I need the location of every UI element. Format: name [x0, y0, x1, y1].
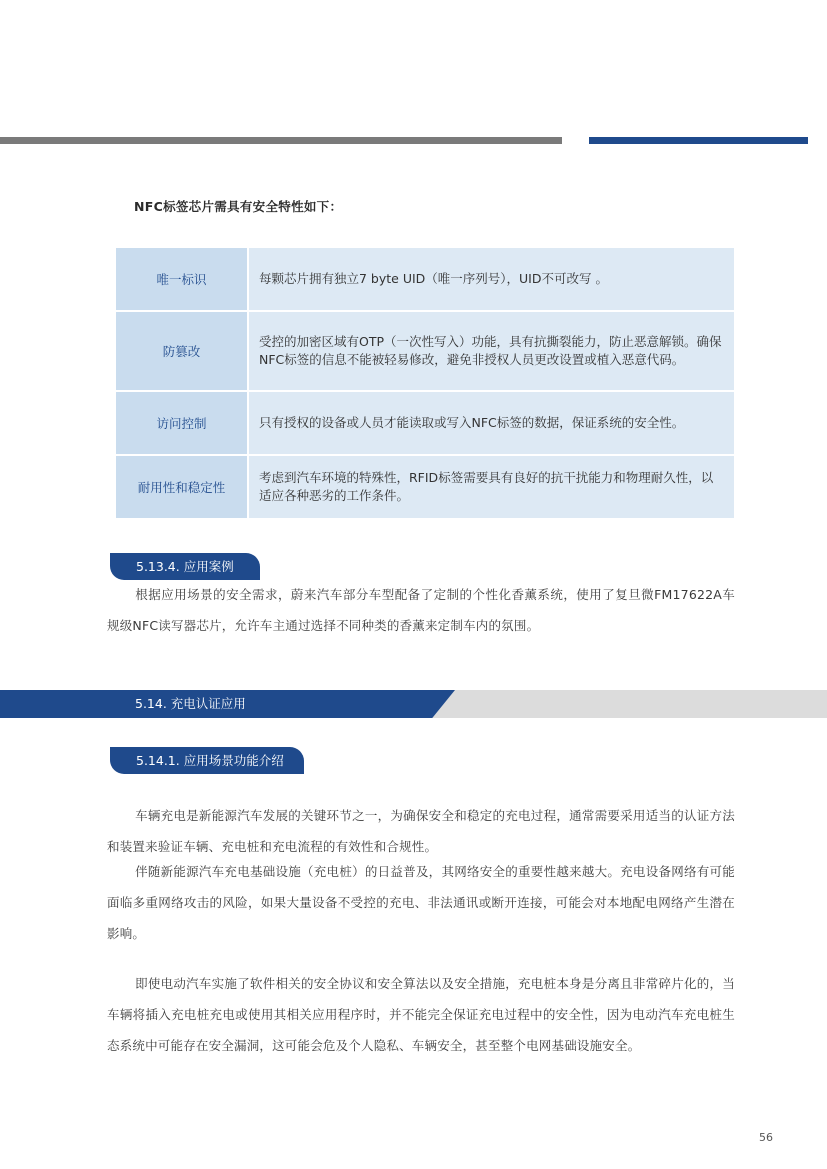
- feature-desc: 每颗芯片拥有独立7 byte UID（唯一序列号），UID不可改写 。: [248, 248, 734, 311]
- paragraph: [107, 579, 735, 641]
- banner-title: 5.14. 充电认证应用: [135, 696, 246, 711]
- paragraph-text: 伴随新能源汽车充电基础设施（充电桩）的日益普及，其网络安全的重要性越来越大。充电设备网络有可能面临多重网络攻击的风险，如果大量设备不受控的充电、非法通讯或断开连接，可能会对本地配电网络产生潜在影响。: [107, 864, 735, 941]
- feature-label: 耐用性和稳定性: [116, 455, 248, 519]
- security-features-table: [116, 248, 734, 520]
- paragraph-text: 车辆充电是新能源汽车发展的关键环节之一，为确保安全和稳定的充电过程，通常需要采用适当的认证方法和装置来验证车辆、充电桩和充电流程的有效性和合规性。: [107, 808, 735, 854]
- header-gray-bar: [0, 137, 562, 144]
- paragraph-text: 即使电动汽车实施了软件相关的安全协议和安全算法以及安全措施，充电桩本身是分离且非常碎片化的，当车辆将插入充电桩充电或使用其相关应用程序时，并不能完全保证充电过程中的安全性，因为电动汽车充电桩生态系统中可能存在安全漏洞，这可能会危及个人隐私、车辆安全，甚至整个电网基础设施安全。: [107, 976, 735, 1053]
- feature-label: 防篡改: [116, 311, 248, 391]
- table-row: [116, 455, 734, 519]
- feature-label: 唯一标识: [116, 248, 248, 311]
- feature-desc: 只有授权的设备或人员才能读取或写入NFC标签的数据，保证系统的安全性。: [248, 391, 734, 455]
- paragraph: [107, 800, 735, 862]
- feature-label: 访问控制: [116, 391, 248, 455]
- feature-desc: 考虑到汽车环境的特殊性，RFID标签需要具有良好的抗干扰能力和物理耐久性，以适应各种恶劣的工作条件。: [248, 455, 734, 519]
- section-banner-5-14: [0, 690, 827, 718]
- paragraph-text: 根据应用场景的安全需求，蔚来汽车部分车型配备了定制的个性化香薰系统，使用了复旦微FM17622A车规级NFC读写器芯片，允许车主通过选择不同种类的香薰来定制车内的氛围。: [107, 587, 735, 633]
- paragraph: [107, 968, 735, 1061]
- paragraph: [107, 856, 735, 949]
- section-heading-5-13-4: 5.13.4. 应用案例: [110, 553, 260, 580]
- page-number: 56: [759, 1131, 773, 1144]
- section-heading-5-14-1: 5.14.1. 应用场景功能介绍: [110, 747, 304, 774]
- intro-text: NFC标签芯片需具有安全特性如下：: [134, 199, 343, 214]
- feature-desc: 受控的加密区域有OTP（一次性写入）功能，具有抗撕裂能力，防止恶意解锁。确保NFC标签的信息不能被轻易修改，避免非授权人员更改设置或植入恶意代码。: [248, 311, 734, 391]
- table-row: [116, 311, 734, 391]
- table-row: [116, 248, 734, 311]
- table-row: [116, 391, 734, 455]
- header-blue-bar: [589, 137, 808, 144]
